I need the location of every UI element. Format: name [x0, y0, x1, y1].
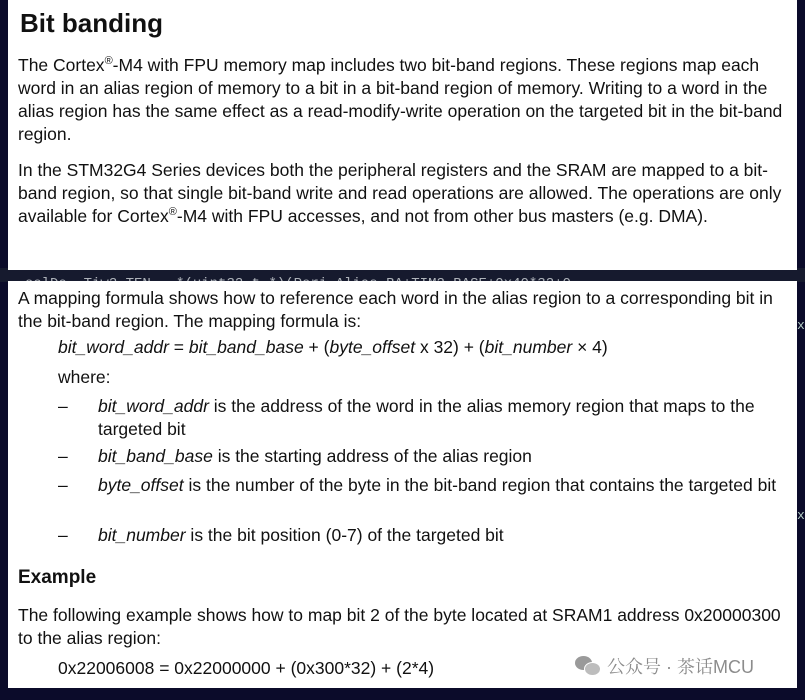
where-label: where: [58, 367, 111, 387]
intro-paragraph-2 [18, 159, 790, 228]
list-item-text [98, 395, 788, 441]
formula-term: bit_word_addr [58, 337, 169, 357]
mapping-formula [58, 337, 608, 358]
example-paragraph: The following example shows how to map bit 2 of the byte located at SRAM1 address 0x20000300 to the alias region: [18, 605, 781, 648]
description: is the starting address of the alias region [212, 446, 532, 466]
text: In the STM32G4 Series devices both the peripheral registers and the SRAM are mapped to a bit-band region, so that single bit-band write and read operations are allowed. The operations are only available for Cortex [18, 160, 782, 226]
background-code-strip [0, 268, 805, 282]
mapping-paragraph: A mapping formula shows how to reference each word in the alias region to a corresponding bit in the bit-band region. The mapping formula is: [18, 288, 773, 331]
registered-mark: ® [104, 55, 113, 68]
dash-bullet: – [58, 396, 68, 416]
description: is the number of the byte in the bit-band region that contains the targeted bit [183, 475, 777, 495]
text: -M4 with FPU accesses, and not from other bus masters (e.g. DMA). [176, 206, 708, 226]
formula-op: = [168, 337, 189, 357]
document-panel-top [8, 0, 797, 270]
side-code-fragment: x [797, 508, 805, 523]
registered-mark: ® [168, 206, 177, 219]
formula-op: x 32) + ( [415, 337, 485, 357]
watermark-text: 公众号 · 茶话MCU [607, 657, 754, 677]
text: The Cortex [18, 55, 105, 75]
description: is the address of the word in the alias memory region that maps to the targeted bit [98, 396, 755, 439]
wechat-icon [575, 656, 601, 676]
formula-term: bit_band_base [188, 337, 304, 357]
list-item-text [98, 474, 788, 497]
list-item-text [98, 524, 788, 547]
side-code-fragment: x [797, 318, 805, 333]
formula-op: × 4) [572, 337, 608, 357]
dash-bullet: – [58, 475, 68, 495]
formula-term: byte_offset [329, 337, 416, 357]
watermark [575, 653, 754, 679]
intro-paragraph-1 [18, 54, 790, 146]
term: bit_word_addr [98, 396, 209, 416]
term: bit_band_base [98, 446, 213, 466]
example-formula: 0x22006008 = 0x22000000 + (0x300*32) + (2*4) [58, 658, 435, 678]
dash-bullet: – [58, 525, 68, 545]
term: bit_number [98, 525, 186, 545]
formula-term: bit_number [484, 337, 573, 357]
list-item-text [98, 445, 788, 468]
description: is the bit position (0-7) of the targeted bit [185, 525, 504, 545]
dash-bullet: – [58, 446, 68, 466]
example-heading: Example [18, 567, 97, 588]
text: -M4 with FPU memory map includes two bit-band regions. These regions map each word in an alias region of memory to a bit in a bit-band region of memory. Writing to a word in the alias region has the same effect as a read-modify-write operation on the targeted bit in the bit-band region. [18, 55, 783, 144]
document-panel-bottom [8, 281, 797, 688]
page-title: Bit banding [20, 8, 163, 38]
formula-op: + ( [303, 337, 330, 357]
term: byte_offset [98, 475, 184, 495]
